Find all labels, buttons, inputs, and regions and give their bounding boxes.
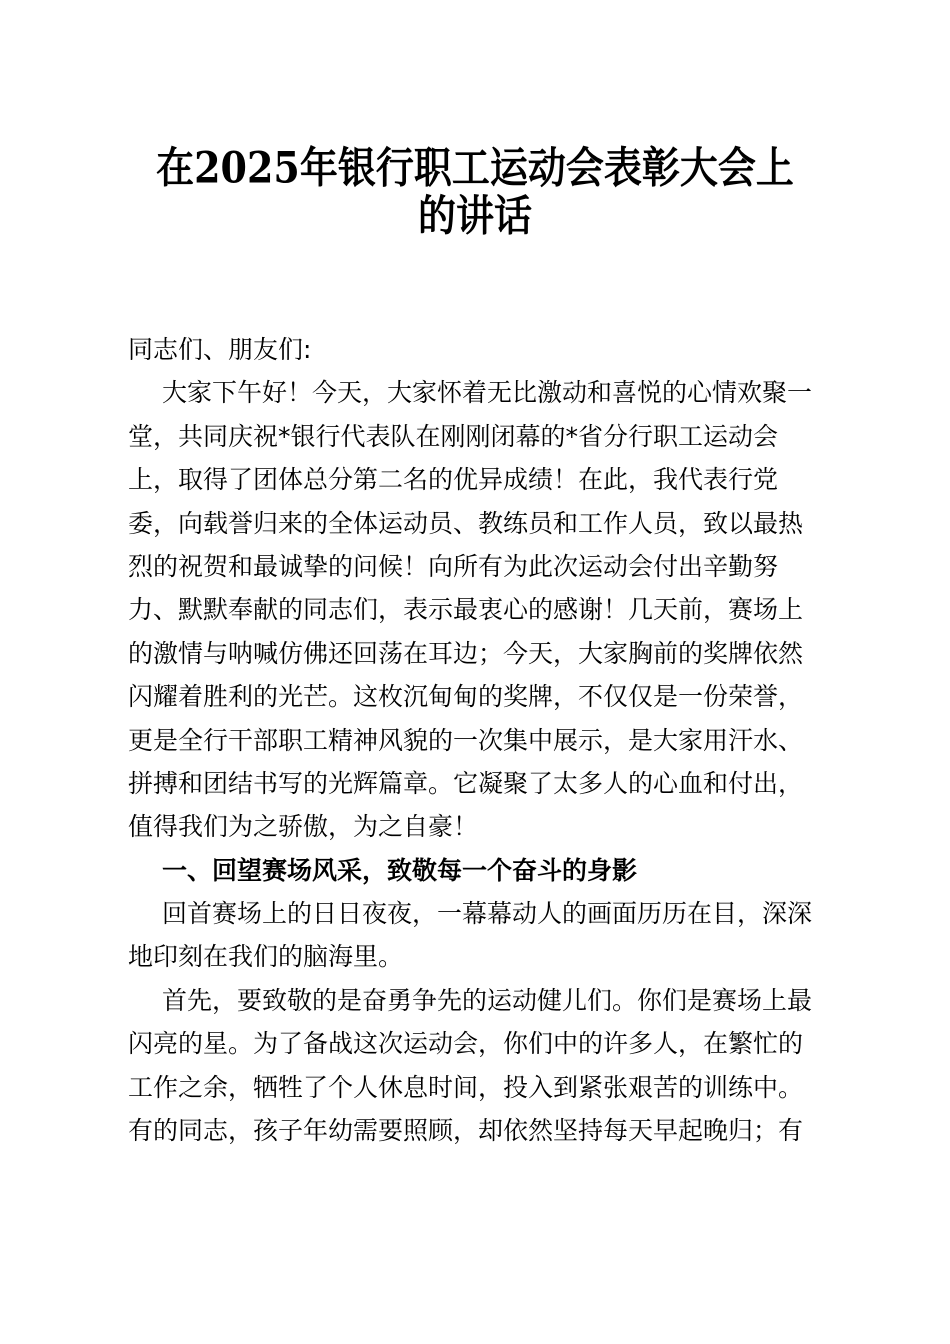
paragraph-line: 委，向载誉归来的全体运动员、教练员和工作人员，致以最热 <box>128 508 804 538</box>
paragraph-recall <box>128 892 828 979</box>
paragraph-line: 的激情与呐喊仿佛还回荡在耳边；今天，大家胸前的奖牌依然 <box>128 638 804 668</box>
paragraph-line: 更是全行干部职工精神风貌的一次集中展示，是大家用汗水、 <box>128 725 804 755</box>
paragraph-line: 值得我们为之骄傲，为之自豪！ <box>128 812 479 842</box>
paragraph-line: 回首赛场上的日日夜夜，一幕幕动人的画面历历在目，深深 <box>162 899 813 929</box>
salutation: 同志们、朋友们: <box>128 335 312 364</box>
section-heading <box>128 849 828 892</box>
paragraph-line: 拼搏和团结书写的光辉篇章。它凝聚了太多人的心血和付出， <box>128 768 804 798</box>
paragraph-line: 烈的祝贺和最诚挚的问候！向所有为此次运动会付出辛勤努 <box>128 551 779 581</box>
paragraph-line: 大家下午好！今天，大家怀着无比激动和喜悦的心情欢聚一 <box>162 378 813 408</box>
paragraph-line: 闪亮的星。为了备战这次运动会，你们中的许多人，在繁忙的 <box>128 1029 804 1059</box>
paragraph-line: 有的同志，孩子年幼需要照顾，却依然坚持每天早起晚归；有 <box>128 1116 804 1146</box>
paragraph-opening <box>128 371 828 848</box>
paragraph-line: 上，取得了团体总分第二名的优异成绩！在此，我代表行党 <box>128 465 779 495</box>
title-line-1: 在2025年银行职工运动会表彰大会上 <box>156 142 794 193</box>
title-line-2: 的讲话 <box>417 190 532 242</box>
paragraph-line: 地印刻在我们的脑海里。 <box>128 942 404 972</box>
paragraph-line: 首先，要致敬的是奋勇争先的运动健儿们。你们是赛场上最 <box>162 985 813 1015</box>
document-body <box>128 328 828 1152</box>
paragraph-line: 闪耀着胜利的光芒。这枚沉甸甸的奖牌，不仅仅是一份荣誉， <box>128 682 804 712</box>
document-title <box>100 140 850 242</box>
paragraph-athletes <box>128 979 828 1153</box>
paragraph-line: 工作之余，牺牲了个人休息时间，投入到紧张艰苦的训练中。 <box>128 1072 804 1102</box>
paragraph-line: 堂，共同庆祝*银行代表队在刚刚闭幕的*省分行职工运动会 <box>128 421 779 451</box>
section-heading-text: 一、回望赛场风采，致敬每一个奋斗的身影 <box>162 855 638 885</box>
paragraph-line: 力、默默奉献的同志们，表示最衷心的感谢！几天前，赛场上 <box>128 595 804 625</box>
